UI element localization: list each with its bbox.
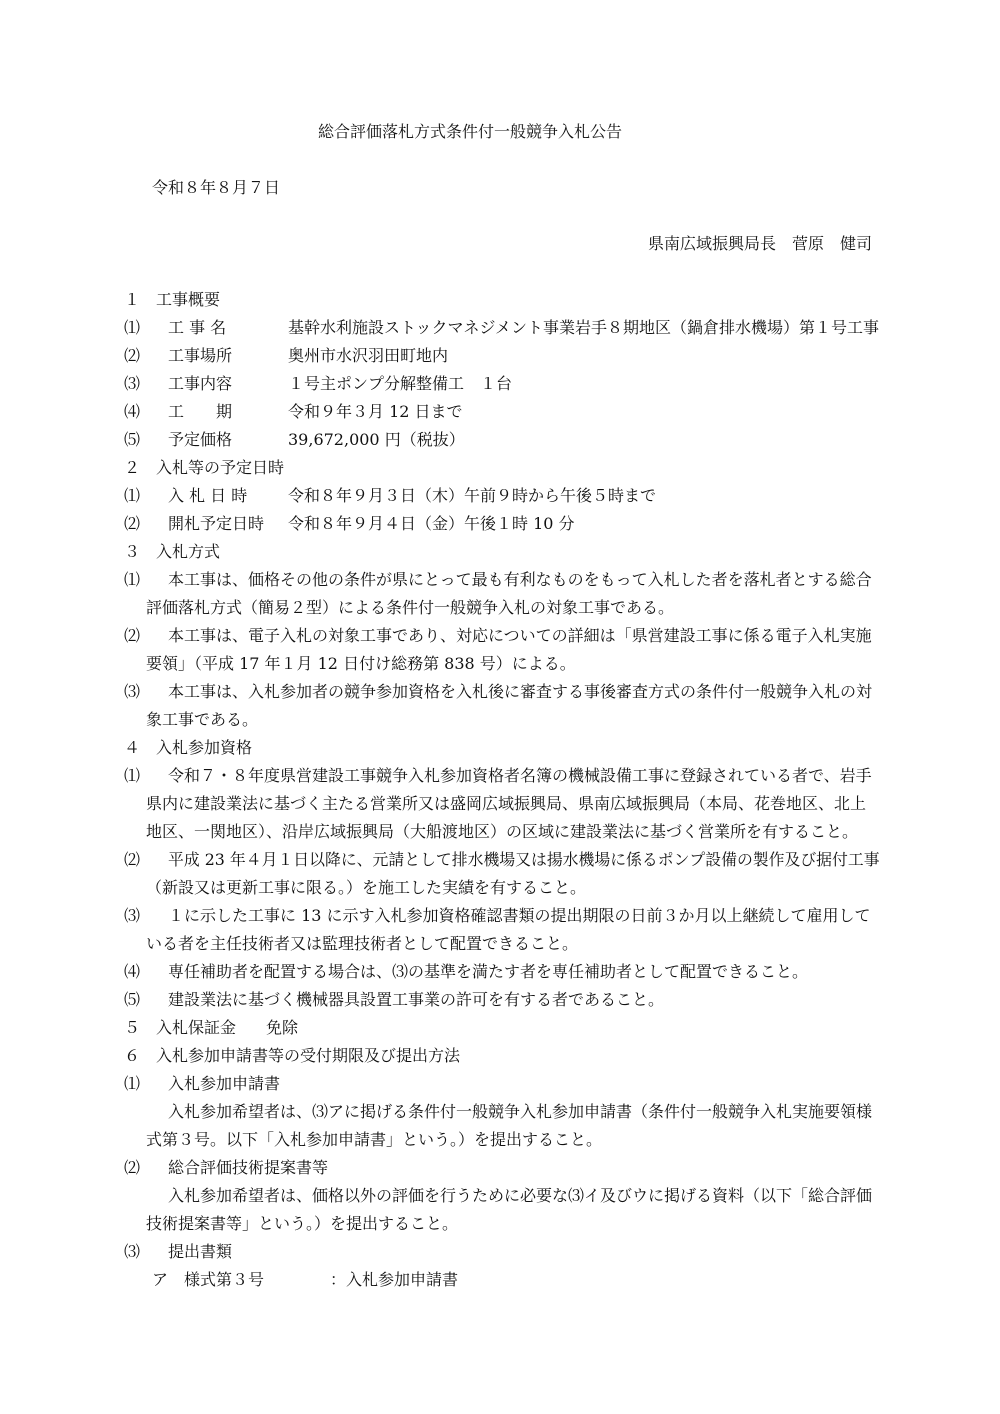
item-number: ⑷ xyxy=(124,962,141,981)
item-label: 開札予定日時 xyxy=(168,514,265,533)
construction-content: １号主ポンプ分解整備工 １台 xyxy=(288,374,513,393)
section-6-heading: ６ 入札参加申請書等の受付期限及び提出方法 xyxy=(124,1046,461,1065)
item-label: 入札参加申請書 xyxy=(168,1074,281,1093)
item-number: ⑶ xyxy=(124,374,141,393)
item-number: ⑵ xyxy=(124,514,141,533)
paragraph-line: 入札参加希望者は、価格以外の評価を行うために必要な⑶イ及びウに掲げる資料（以下「総合評価 xyxy=(168,1186,873,1205)
paragraph-line: 要領」（平成 17 年１月 12 日付け総務第 838 号）による。 xyxy=(146,654,576,673)
item-number: ⑸ xyxy=(124,990,141,1009)
notice-date: 令和８年８月７日 xyxy=(152,178,281,197)
sub-item-label: ア 様式第３号 xyxy=(152,1270,265,1289)
section-1-heading: １ 工事概要 xyxy=(124,290,221,309)
planned-price: 39,672,000 円（税抜） xyxy=(288,430,465,449)
paragraph-line: 評価落札方式（簡易２型）による条件付一般競争入札の対象工事である。 xyxy=(146,598,675,617)
paragraph-line: 技術提案書等」という。）を提出すること。 xyxy=(146,1214,459,1233)
sub-item-value: ：入札参加申請書 xyxy=(330,1270,459,1289)
paragraph-line: 建設業法に基づく機械器具設置工事業の許可を有する者であること。 xyxy=(168,990,665,1009)
page-title: 総合評価落札方式条件付一般競争入札公告 xyxy=(318,122,623,141)
item-label: 工事内容 xyxy=(168,374,233,393)
item-number: ⑷ xyxy=(124,402,141,421)
paragraph-line: 県内に建設業法に基づく主たる営業所又は盛岡広域振興局、県南広域振興局（本局、花巻地区、北上 xyxy=(146,794,867,813)
construction-period: 令和９年３月 12 日まで xyxy=(288,402,463,421)
item-label: 工 事 名 xyxy=(168,318,227,337)
item-label: 入 札 日 時 xyxy=(168,486,248,505)
section-2-heading: ２ 入札等の予定日時 xyxy=(124,458,285,477)
item-number: ⑴ xyxy=(124,486,141,505)
item-number: ⑵ xyxy=(124,626,141,645)
item-number: ⑶ xyxy=(124,682,141,701)
paragraph-line: 本工事は、入札参加者の競争参加資格を入札後に審査する事後審査方式の条件付一般競争入札の対 xyxy=(168,682,873,701)
item-number: ⑴ xyxy=(124,318,141,337)
item-number: ⑸ xyxy=(124,430,141,449)
item-number: ⑵ xyxy=(124,1158,141,1177)
paragraph-line: 地区、一関地区）、沿岸広域振興局（大船渡地区）の区域に建設業法に基づく営業所を有すること。 xyxy=(146,822,859,841)
item-label: 総合評価技術提案書等 xyxy=(168,1158,329,1177)
paragraph-line: 本工事は、価格その他の条件が県にとって最も有利なものをもって入札した者を落札者とする総合 xyxy=(168,570,872,589)
item-label: 工 期 xyxy=(168,402,233,421)
opening-datetime: 令和８年９月４日（金）午後１時 10 分 xyxy=(288,514,575,533)
paragraph-line: （新設又は更新工事に限る。）を施工した実績を有すること。 xyxy=(146,878,587,897)
section-3-heading: ３ 入札方式 xyxy=(124,542,221,561)
paragraph-line: 専任補助者を配置する場合は、⑶の基準を満たす者を専任補助者として配置できること。 xyxy=(168,962,809,981)
paragraph-line: 本工事は、電子入札の対象工事であり、対応についての詳細は「県営建設工事に係る電子入札実施 xyxy=(168,626,872,645)
item-label: 予定価格 xyxy=(168,430,233,449)
item-number: ⑶ xyxy=(124,1242,141,1261)
item-number: ⑴ xyxy=(124,570,141,589)
item-number: ⑴ xyxy=(124,766,141,785)
paragraph-line: 象工事である。 xyxy=(146,710,259,729)
construction-location: 奥州市水沢羽田町地内 xyxy=(288,346,449,365)
item-number: ⑴ xyxy=(124,1074,141,1093)
paragraph-line: 平成 23 年４月１日以降に、元請として排水機場又は揚水機場に係るポンプ設備の製作及び据付工事 xyxy=(168,850,880,869)
bid-bond-value: 免除 xyxy=(266,1018,299,1037)
paragraph-line: 入札参加希望者は、⑶アに掲げる条件付一般競争入札参加申請書（条件付一般競争入札実施要領様 xyxy=(168,1102,873,1121)
item-label: 提出書類 xyxy=(168,1242,233,1261)
item-label: 工事場所 xyxy=(168,346,233,365)
paragraph-line: 式第３号。以下「入札参加申請書」という。）を提出すること。 xyxy=(146,1130,603,1149)
item-number: ⑶ xyxy=(124,906,141,925)
paragraph-line: １に示した工事に 13 に示す入札参加資格確認書類の提出期限の日前３か月以上継続して雇用して xyxy=(168,906,871,925)
item-number: ⑵ xyxy=(124,850,141,869)
issuer-name: 県南広域振興局長 菅原 健司 xyxy=(647,234,872,253)
item-number: ⑵ xyxy=(124,346,141,365)
section-5-heading: ５ 入札保証金 xyxy=(124,1018,237,1037)
section-4-heading: ４ 入札参加資格 xyxy=(124,738,253,757)
bid-datetime: 令和８年９月３日（木）午前９時から午後５時まで xyxy=(288,486,657,505)
paragraph-line: 令和７・８年度県営建設工事競争入札参加資格者名簿の機械設備工事に登録されている者で、岩手 xyxy=(168,766,872,785)
construction-name: 基幹水利施設ストックマネジメント事業岩手８期地区（鍋倉排水機場）第１号工事 xyxy=(288,318,880,337)
paragraph-line: いる者を主任技術者又は監理技術者として配置できること。 xyxy=(146,934,579,953)
